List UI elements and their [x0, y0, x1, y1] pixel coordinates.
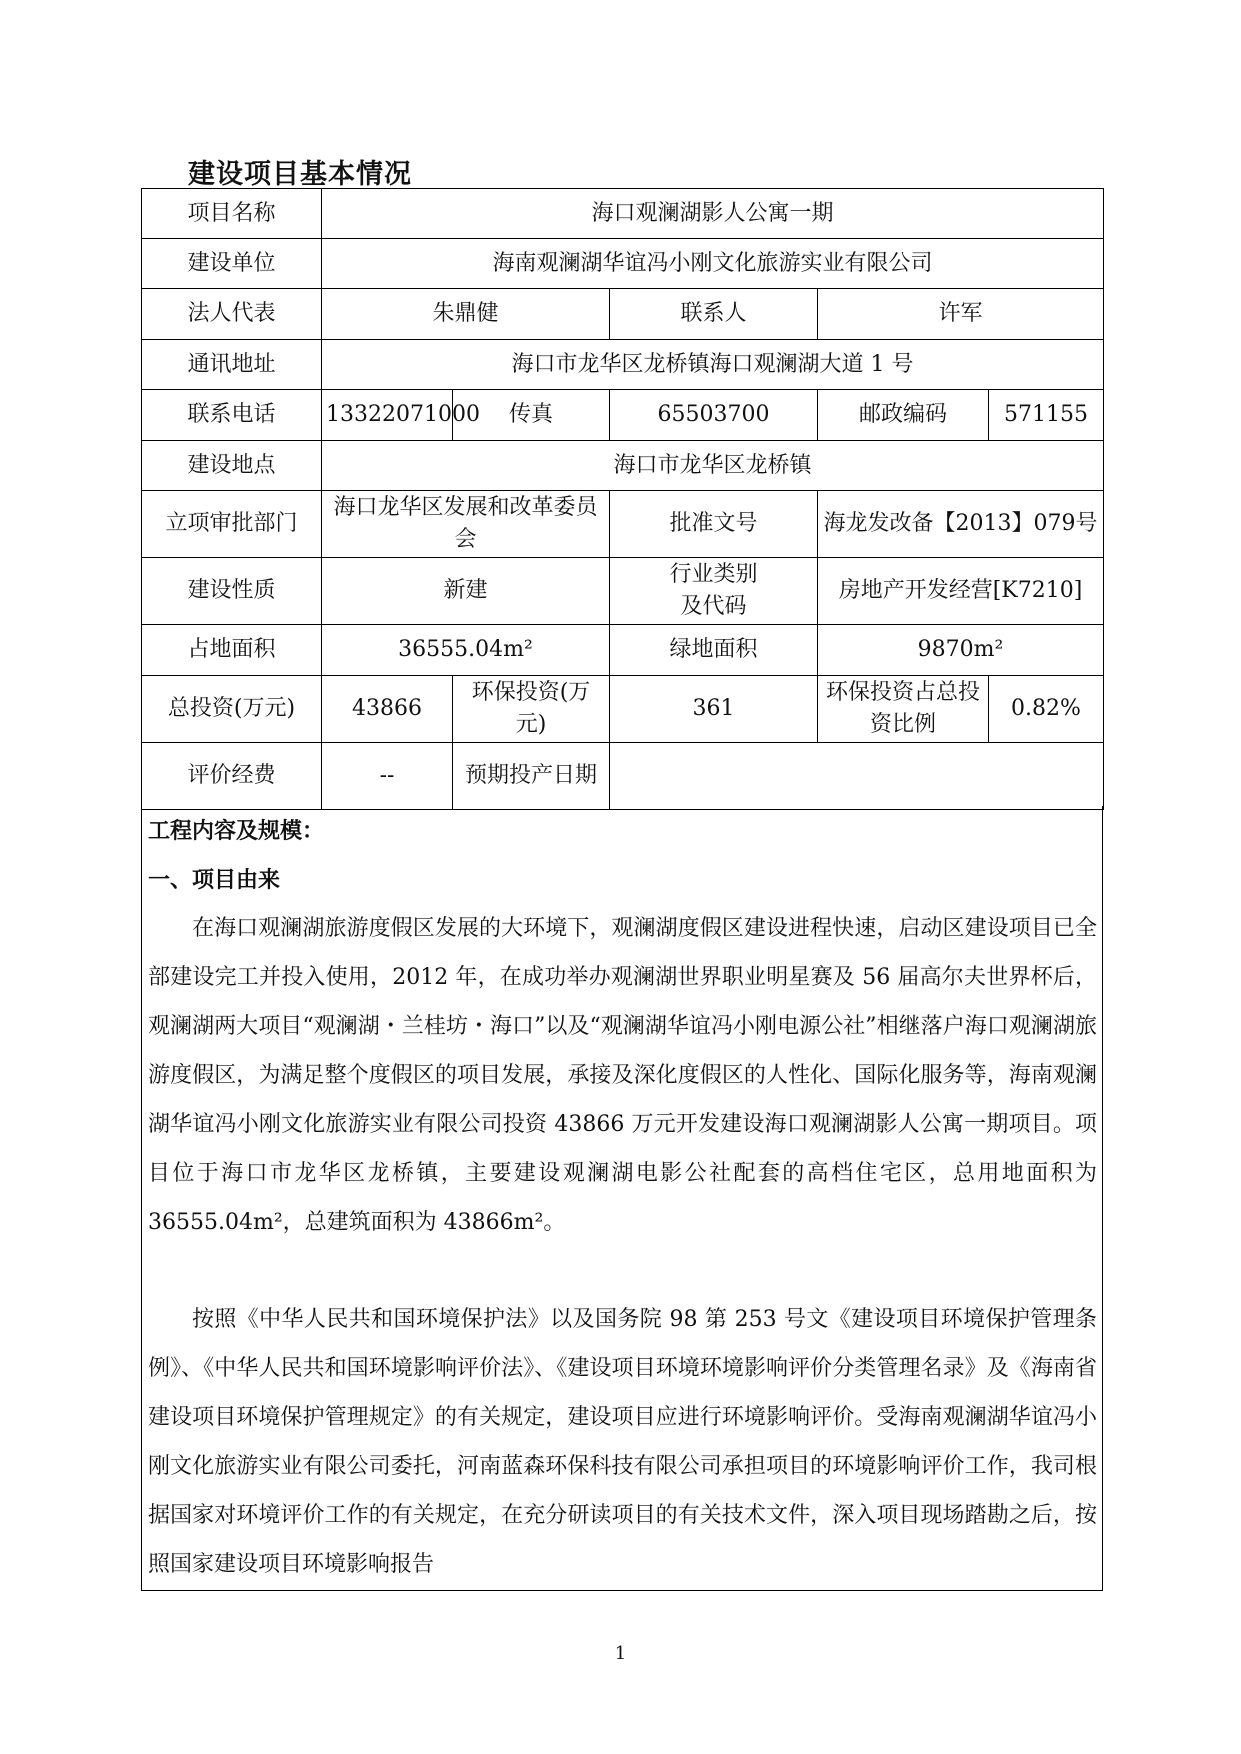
total-invest-label: 总投资(万元) — [142, 676, 322, 743]
land-area-value: 36555.04m² — [322, 625, 610, 676]
fax-value: 65503700 — [610, 390, 818, 441]
contact-label: 联系人 — [610, 289, 818, 340]
approval-dept-label: 立项审批部门 — [142, 491, 322, 558]
project-info-table — [141, 188, 1104, 810]
row-eval-fee — [142, 743, 1104, 810]
nature-label: 建设性质 — [142, 558, 322, 625]
land-area-label: 占地面积 — [142, 625, 322, 676]
row-legal-rep — [142, 289, 1104, 340]
env-invest-label: 环保投资(万元) — [453, 676, 610, 743]
legal-rep-value: 朱鼎健 — [322, 289, 610, 340]
row-site — [142, 441, 1104, 491]
eval-fee-value: -- — [322, 743, 453, 810]
row-approval — [142, 491, 1104, 558]
env-ratio-label: 环保投资占总投资比例 — [818, 676, 989, 743]
eval-fee-label: 评价经费 — [142, 743, 322, 810]
postcode-label: 邮政编码 — [818, 390, 989, 441]
postcode-value: 571155 — [989, 390, 1104, 441]
industry-label: 行业类别及代码 — [610, 558, 818, 625]
green-area-value: 9870m² — [818, 625, 1104, 676]
operation-date-value — [610, 743, 1104, 810]
site-value: 海口市龙华区龙桥镇 — [322, 441, 1104, 491]
phone-label: 联系电话 — [142, 390, 322, 441]
paragraph-legal-basis: 按照《中华人民共和国环境保护法》以及国务院 98 第 253 号文《建设项目环境保护管理条例》、《中华人民共和国环境影响评价法》、《建设项目环境环境影响评价分类管理名录》及《海南省建设项目环境保护管理规定》的有关规定，建设项目应进行环境影响评价。受海南观澜湖华谊冯小刚文化旅游实业有限公司委托，河南蓝森环保科技有限公司承担项目的环境影响评价工作，我司根据国家对环境评价工作的有关规定，在充分研读项目的有关技术文件，深入项目现场踏勘之后，按照国家建设项目环境影响报告 — [148, 1307, 1097, 1577]
operation-date-label: 预期投产日期 — [453, 743, 610, 810]
approval-no-value: 海龙发改备【2013】079号 — [818, 491, 1104, 558]
row-phone — [142, 390, 1104, 441]
industry-value: 房地产开发经营[K7210] — [818, 558, 1104, 625]
row-builder — [142, 239, 1104, 289]
row-area — [142, 625, 1104, 676]
legal-rep-label: 法人代表 — [142, 289, 322, 340]
content-heading: 工程内容及规模： — [148, 819, 325, 844]
row-address — [142, 340, 1104, 390]
phone-value: 13322071000 — [322, 390, 453, 441]
row-nature — [142, 558, 1104, 625]
env-ratio-value: 0.82% — [989, 676, 1104, 743]
builder-value: 海南观澜湖华谊冯小刚文化旅游实业有限公司 — [322, 239, 1104, 289]
address-label: 通讯地址 — [142, 340, 322, 390]
paragraph-project-origin: 在海口观澜湖旅游度假区发展的大环境下，观澜湖度假区建设进程快速，启动区建设项目已全部建设完工并投入使用，2012 年，在成功举办观澜湖世界职业明星赛及 56 届高尔夫世界杯后，观澜湖两大项目“观澜湖・兰桂坊・海口”以及“观澜湖华谊冯小刚电源公社”相继落户海口观澜湖旅游度假区，为满足整个度假区的项目发展，承接及深化度假区的人性化、国际化服务等，海南观澜湖华谊冯小刚文化旅游实业有限公司投资 43866 万元开发建设海口观澜湖影人公寓一期项目。项目位于海口市龙华区龙桥镇，主要建设观澜湖电影公社配套的高档住宅区，总用地面积为 36555.04m²，总建筑面积为 43866m²。 — [148, 916, 1097, 1235]
section-heading-origin: 一、项目由来 — [148, 868, 281, 893]
approval-dept-value: 海口龙华区发展和改革委员会 — [322, 491, 610, 558]
contact-value: 许军 — [818, 289, 1104, 340]
total-invest-value: 43866 — [322, 676, 453, 743]
document-title: 建设项目基本情况 — [188, 159, 412, 190]
env-invest-value: 361 — [610, 676, 818, 743]
green-area-label: 绿地面积 — [610, 625, 818, 676]
site-label: 建设地点 — [142, 441, 322, 491]
row-project-name — [142, 189, 1104, 239]
builder-label: 建设单位 — [142, 239, 322, 289]
project-name-value: 海口观澜湖影人公寓一期 — [322, 189, 1104, 239]
nature-value: 新建 — [322, 558, 610, 625]
address-value: 海口市龙华区龙桥镇海口观澜湖大道 1 号 — [322, 340, 1104, 390]
project-name-label: 项目名称 — [142, 189, 322, 239]
approval-no-label: 批准文号 — [610, 491, 818, 558]
row-investment — [142, 676, 1104, 743]
fax-label: 传真 — [453, 390, 610, 441]
page-number: 1 — [614, 1643, 627, 1664]
